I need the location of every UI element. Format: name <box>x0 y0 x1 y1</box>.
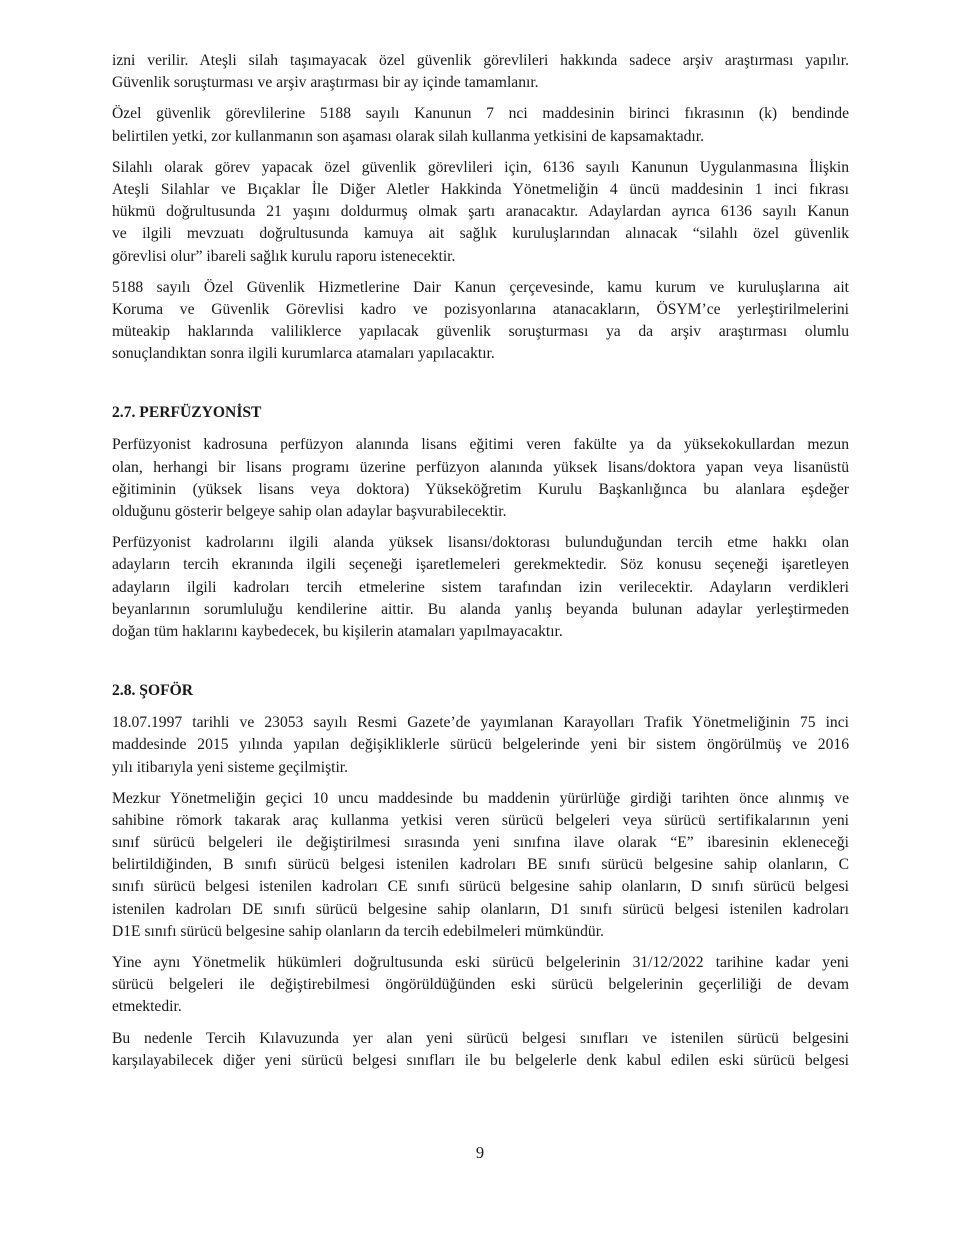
text-line: olduğunu gösterir belgeye sahip olan adaylar başvurabilecektir. <box>112 503 507 520</box>
text-line: müteakip haklarında valiliklerce yapılacak güvenlik soruşturması ya da arşiv araştırması olumlu <box>112 323 849 341</box>
text-line: 5188 sayılı Özel Güvenlik Hizmetlerine Dair Kanun çerçevesinde, kamu kurum ve kuruluşlarına ait <box>112 278 849 296</box>
section-spacer <box>112 374 849 402</box>
text-line: izni verilir. Ateşli silah taşımayacak özel güvenlik görevlileri hakkında sadece arşiv araştırması yapılır. <box>112 52 849 69</box>
document-page <box>112 50 849 1081</box>
text-line: yılı itibarıyla yeni sisteme geçilmiştir. <box>112 758 349 776</box>
text-line: hükmü doğrultusunda 21 yaşını doldurmuş olmak şartı aranacaktır. Adaylardan ayrıca 6136 sayılı Kanun <box>112 203 849 221</box>
text-line: Perfüzyonist kadrosuna perfüzyon alanında lisans eğitimi veren fakülte ya da yüksekokullardan mezun <box>112 436 849 454</box>
paragraph <box>112 788 849 943</box>
text-line: 18.07.1997 tarihli ve 23053 sayılı Resmi Gazete’de yayımlanan Karayolları Trafik Yönetmeliğinin 75 inci <box>112 714 849 732</box>
section-heading: 2.8. ŞOFÖR <box>112 682 194 700</box>
text-line: olan, herhangi bir lisans programı üzerine perfüzyon alanında yüksek lisans/doktora yapan veya lisanüstü <box>112 458 849 476</box>
text-line: sahibine römork takarak araç kullanma yetkisi veren sürücü belgeleri veya sürücü sertifikalarının yeni <box>112 811 849 829</box>
text-line: Özel güvenlik görevlilerine 5188 sayılı Kanunun 7 nci maddesinin birinci fıkrasının (k) bendinde <box>112 105 849 123</box>
text-line: Ateşli Silahlar ve Bıçaklar İle Diğer Aletler Hakkinda Yönetmeliğin 4 üncü maddesinin 1 inci fıkrası <box>112 180 849 198</box>
text-line: Silahlı olarak görev yapacak özel güvenlik görevlileri için, 6136 sayılı Kanunun Uygulanmasına İlişkin <box>112 158 849 176</box>
text-line: maddesinde 2015 yılında yapılan değişikliklerle sürücü belgelerinde yeni bir sistem öngörülmüş ve 2016 <box>112 736 849 754</box>
text-line: Güvenlik soruşturması ve arşiv araştırması bir ay içinde tamamlanır. <box>112 74 539 92</box>
text-line: sonuçlandıktan sonra ilgili kurumlarca atamaları yapılacaktır. <box>112 345 495 363</box>
paragraph <box>112 532 849 643</box>
text-line: etmektedir. <box>112 998 182 1016</box>
text-line: doğan tüm haklarını kaybedecek, bu kişilerin atamaları yapılmayacaktır. <box>112 622 563 640</box>
text-line: Bu nedenle Tercih Kılavuzunda yer alan yeni sürücü belgesi sınıfları ve istenilen sürücü belgesini <box>112 1029 849 1047</box>
text-line: Koruma ve Güvenlik Görevlisi kadro ve pozisyonlarına atanacakların, ÖSYM’ce yerleştirilmelerini <box>112 300 849 318</box>
text-line: istenilen kadroları DE sınıfı sürücü belgesine sahip olanların, D1 sınıfı sürücü belgesi istenilen kadroları <box>112 900 849 918</box>
text-line: eğitiminin (yüksek lisans veya doktora) Yükseköğretim Kurulu Başkanlığınca bu alanlara eşdeğer <box>112 480 849 498</box>
paragraph <box>112 103 849 147</box>
text-line: beyanlarının sorumluluğu kendilerine aittir. Bu alanda yanlış beyanda bulunan adaylar yerleştirmeden <box>112 600 849 618</box>
text-line: adayların tercih ekranında ilgili seçeneği işaretlemeleri gerekmektedir. Söz konusu seçeneği işaretleyen <box>112 556 849 574</box>
text-line: karşılayabilecek diğer yeni sürücü belgesi sınıfları ile bu belgelerle denk kabul edilen eski sürücü belgesi <box>112 1051 849 1069</box>
paragraph <box>112 434 849 523</box>
text-line: sınıf sürücü belgeleri ile değiştirilmesi sırasında yeni sınıfına ilave olarak “E” ibaresinin ekleneceği <box>112 834 849 852</box>
paragraph <box>112 1028 849 1072</box>
text-line: sınıfı sürücü belgesi istenilen kadroları CE sınıfı sürücü belgesine sahip olanların, D sınıfı sürücü belgesi <box>112 878 849 896</box>
section-spacer <box>112 652 849 680</box>
text-line: sürücü belgeleri ile değiştirebilmesi öngörüldüğünden eski sürücü belgelerinin geçerliliği de devam <box>112 976 849 994</box>
text-line: ve ilgili mevzuatı doğrultusunda kamuya ait sağlık kuruluşlarından alınacak “silahlı özel güvenlik <box>112 225 849 243</box>
text-line: görevlisi olur” ibareli sağlık kurulu raporu istenecektir. <box>112 247 456 265</box>
text-line: adayların ilgili kadroları tercih etmelerine sistem tarafından izin verilecektir. Adayların verdikleri <box>112 578 849 596</box>
text-line: D1E sınıfı sürücü belgesine sahip olanların da tercih edebilmeleri mümkündür. <box>112 922 604 940</box>
paragraph <box>112 277 849 366</box>
text-line: Perfüzyonist kadrolarını ilgili alanda yüksek lisansı/doktorası bulunduğundan tercih etme hakkı olan <box>112 534 849 552</box>
paragraph <box>112 50 849 94</box>
text-line: Mezkur Yönetmeliğin geçici 10 uncu maddesinde bu maddenin yürürlüğe girdiği tarihten önce alınmış ve <box>112 789 849 807</box>
paragraph <box>112 952 849 1019</box>
text-line: belirtildiğinden, B sınıfı sürücü belgesi istenilen kadroları BE sınıfı sürücü belgesine sahip olanların, C <box>112 856 849 874</box>
text-line: Yine aynı Yönetmelik hükümleri doğrultusunda eski sürücü belgelerinin 31/12/2022 tarihine kadar yeni <box>112 954 849 971</box>
text-line: belirtilen yetki, zor kullanmanın son aşaması olarak silah kullanma yetkisini de kapsamaktadır. <box>112 127 704 145</box>
page-number: 9 <box>475 1143 485 1162</box>
paragraph <box>112 157 849 268</box>
paragraph <box>112 712 849 779</box>
section-heading: 2.7. PERFÜZYONİST <box>112 404 262 422</box>
